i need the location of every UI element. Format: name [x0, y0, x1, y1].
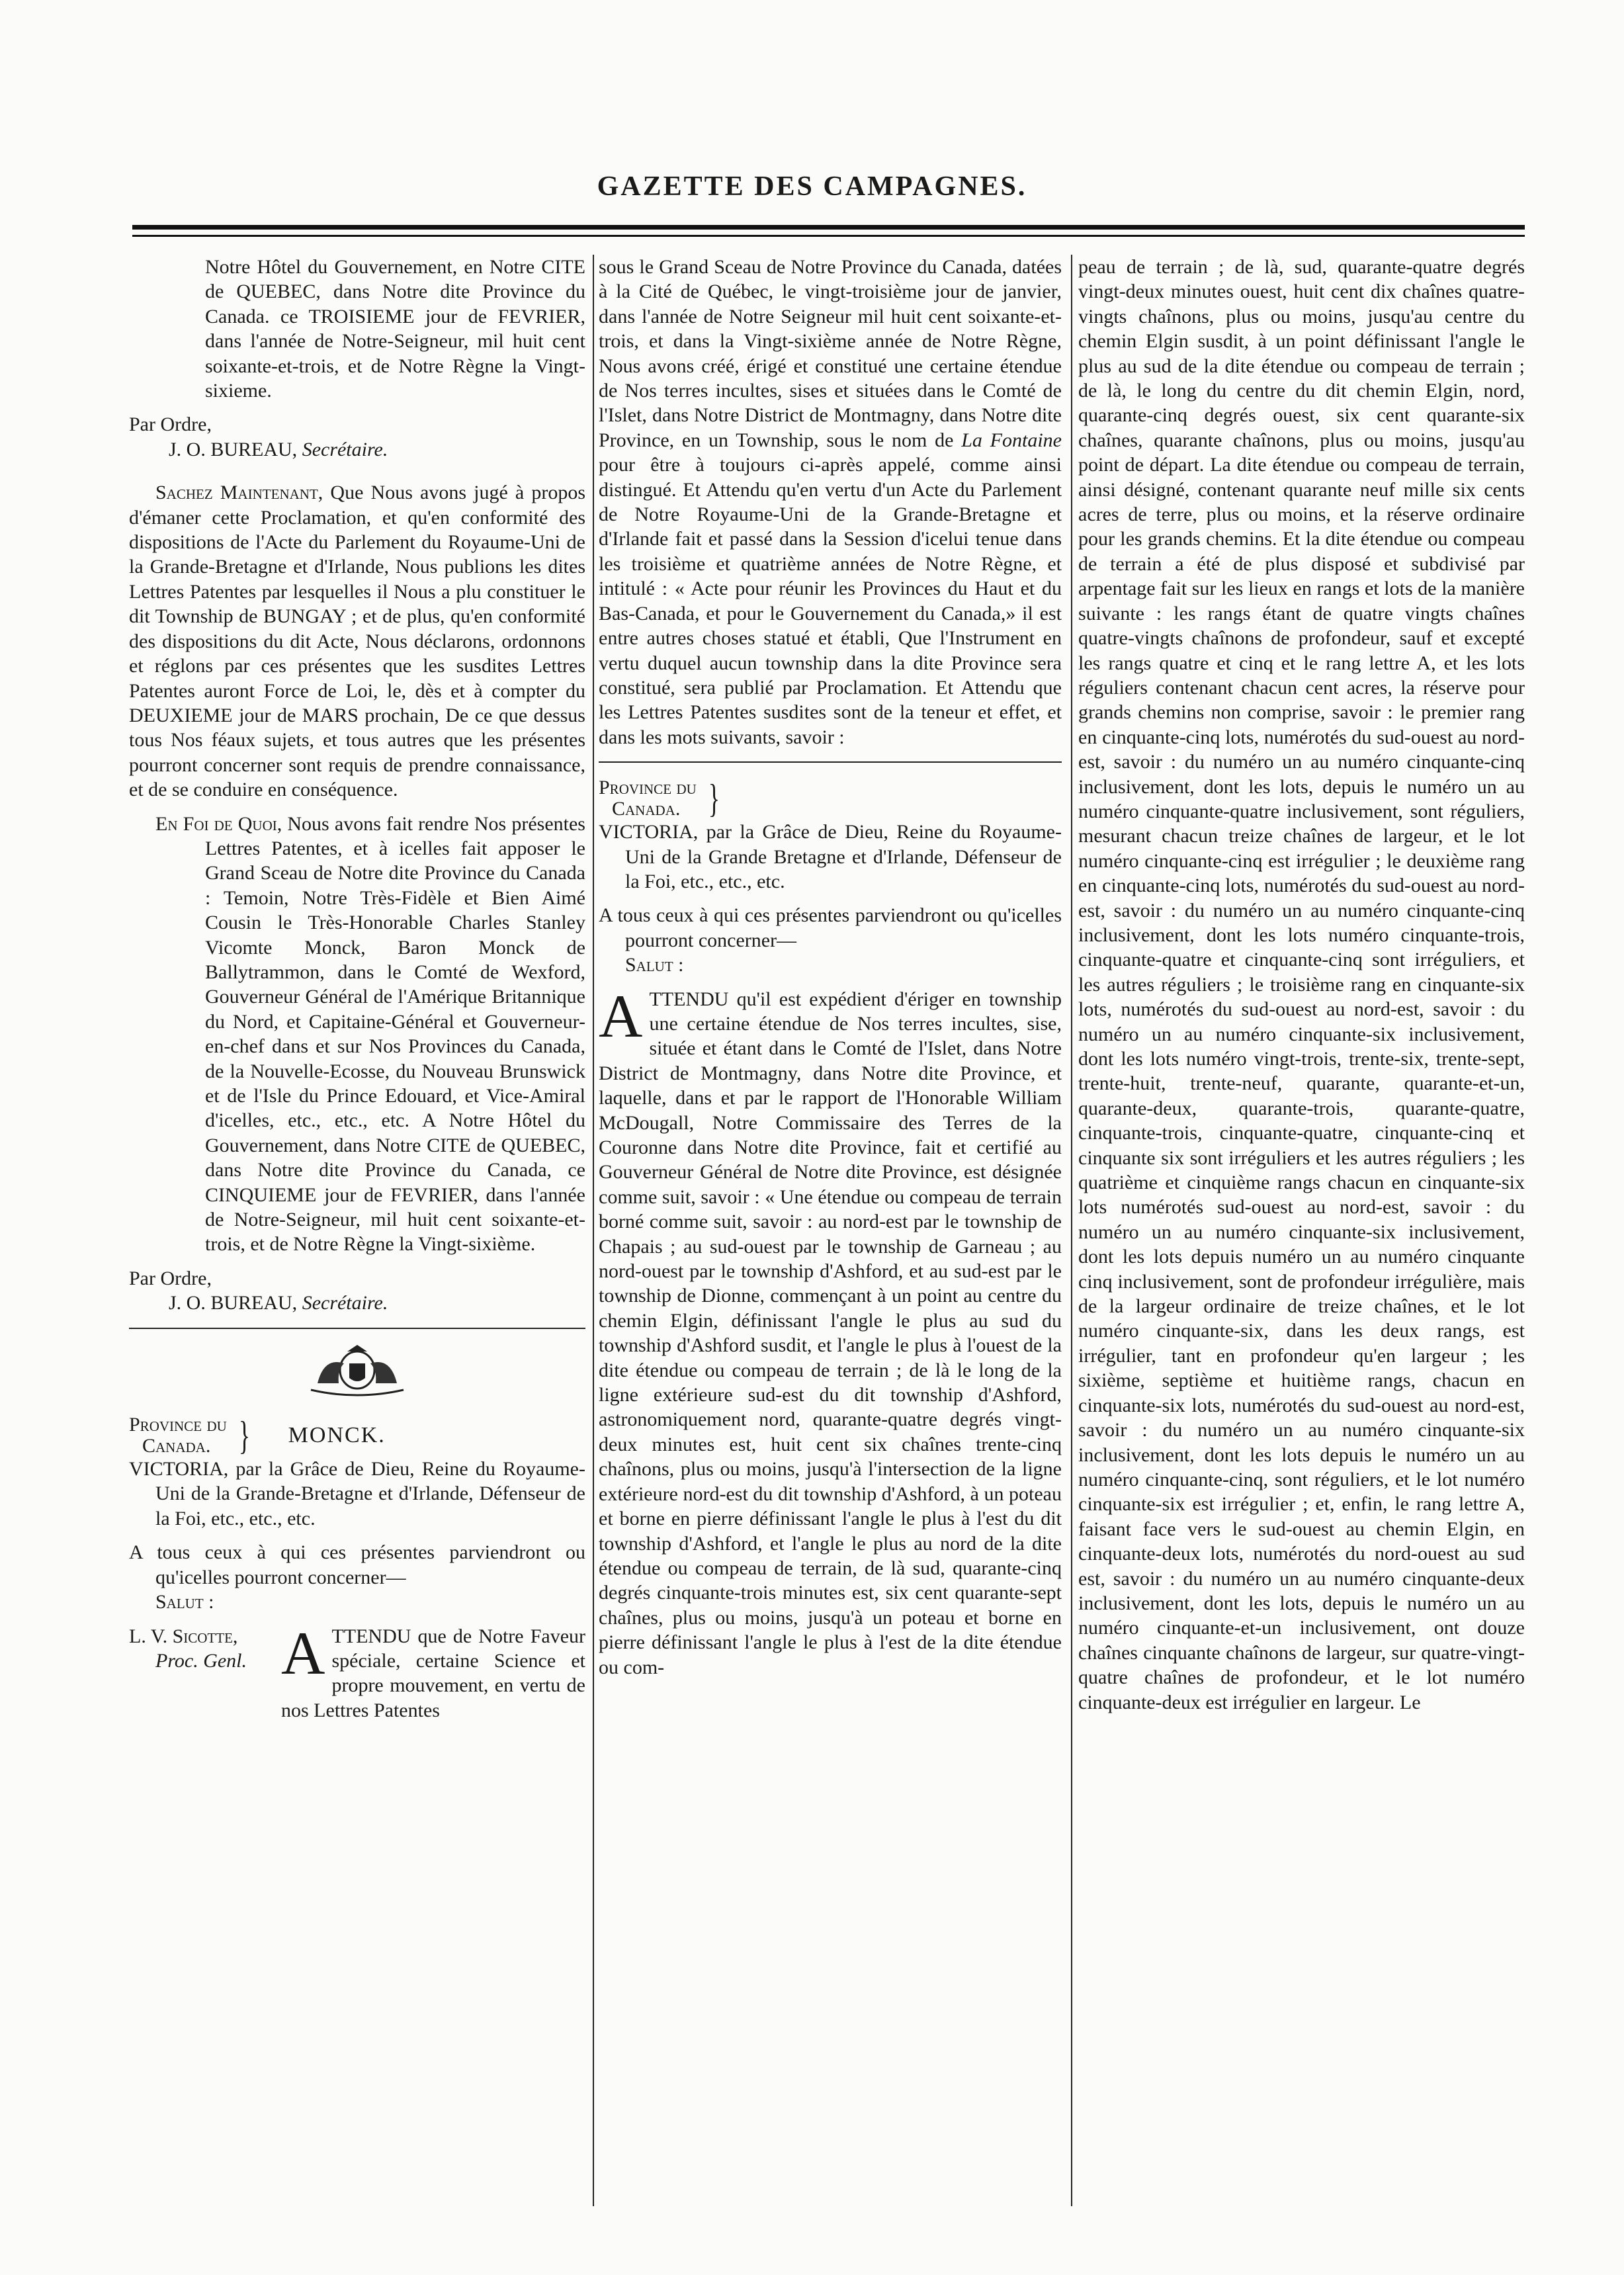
- sachez-lead: Sachez Maintenant,: [155, 482, 323, 504]
- par-ordre-2: Par Ordre,: [129, 1267, 212, 1289]
- column-1: [129, 255, 585, 2272]
- lettres-paragraph: [599, 255, 1062, 750]
- foi-paragraph: [129, 812, 585, 1257]
- province-label-line: Province du: [599, 777, 697, 799]
- province-header: [599, 777, 1062, 820]
- province-label-line: Canada.: [142, 1435, 211, 1457]
- royal-coat-of-arms-icon: [129, 1344, 585, 1402]
- sachez-text: Que Nous avons jugé à propos d'émaner cette Proclamation, et qu'en conformité des dispositions de l'Acte du Parlement du Royaume-Uni de la Grande-Bretagne et d'Irlande, Nous publions les dites Lettres Patentes par lesquelles il Nous a plu constituer le dit Township de BUNGAY ; et de plus, qu'en conformité des dispositions du dit Acte, Nous déclarons, ordonnons et réglons par ces présentes que les susdites Lettres Patentes auront Force de Loi, le, dès et à compter du DEUXIEME jour de MARS prochain, De ce que dessus tous Nos féaux sujets, et tous autres que les présentes pourront concerner sont requis de prendre connaissance, et de se conduire en conséquence.: [129, 482, 585, 801]
- page-title: GAZETTE DES CAMPAGNES.: [597, 171, 1027, 202]
- signature-title: Secrétaire.: [302, 1292, 388, 1314]
- foi-text: Nous avons fait rendre Nos présentes Lettres Patentes, et à icelles fait apposer le Grand Sceau de Notre dite Province du Canada : Temoin, Notre Très-Fidèle et Bien Aimé Cousin le Très-Honorable Charles Stanley Vicomte Monck, Baron Monck de Ballytrammon, dans le Comté de Wexford, Gouverneur Général de l'Amérique Britannique du Nord, et Capitaine-Général et Gouverneur-en-chef dans et sur Nos Provinces du Canada, de la Nouvelle-Ecosse, du Nouveau Brunswick et de l'Isle du Prince Edouard, et Vice-Amiral d'icelles, etc., etc., etc. A Notre Hôtel du Gouvernement, dans Notre CITE de QUEBEC, dans Notre dite Province du Canada, ce CINQUIEME jour de FEVRIER, dans l'année de Notre-Seigneur, mil huit cent soixante-et-trois, et de Notre Règne la Vingt-sixième.: [205, 812, 585, 1256]
- column-divider: [1071, 255, 1072, 2206]
- proclamation-dateline-1: Notre Hôtel du Gouvernement, en Notre CITE de QUEBEC, dans Notre dite Province du Canada. ce TROISIEME jour de FEVRIER, dans l'année de Notre-Seigneur, mil huit cent soixante-et-trois, et de Notre Règne la Vingt-sixieme.: [205, 256, 585, 402]
- header-rule-thick: [132, 225, 1525, 230]
- province-label-line: Canada.: [612, 798, 681, 820]
- column-2: [599, 255, 1062, 2272]
- section-divider: [599, 761, 1062, 763]
- attendu-block: [129, 1619, 585, 1723]
- monck-signature: MONCK.: [288, 1423, 386, 1448]
- province-label-line: Province du: [129, 1414, 227, 1436]
- brace-icon: }: [708, 777, 720, 821]
- survey-description: peau de terrain ; de là, sud, quarante-quatre degrés vingt-deux minutes ouest, huit cent dix chaînes quatre-vingts chaînons, plus ou moins, jusqu'au centre du chemin Elgin susdit, à un point définissant l'angle le plus au sud de la dite étendue ou compeau de terrain ; de là, le long du centre du dit chemin Elgin, nord, quarante-cinq degrés ouest, six cent quarante-six chaînes, quarante chaînons, plus ou moins, jusqu'au point de départ. La dite étendue ou compeau de terrain, ainsi désigné, contenant quarante neuf mille six cents acres de terre, plus ou moins, et la réserve ordinaire pour les grands chemins. Et la dite étendue ou compeau de terrain a été de plus disposé et subdivisé par arpentage fait sur les lieux en rangs et lots de la manière suivante : les rangs étant de quatre vingts chaînes quatre-vingts chaînons de profondeur, sauf et excepté les rangs quatre et cinq et le rang lettre A, et les lots réguliers contenant chacun cent acres, la réserve pour grands chemins non comprise, savoir : le premier rang en cinquante-cinq lots, numérotés du sud-ouest au nord-est, savoir : du numéro un au numéro cinquante-cinq inclusivement, dont les lots, depuis le numéro un au numéro cinquante-quatre inclusivement, sont réguliers, mesurant chacun treize chaînes de largeur, et le lot numéro cinquante-cinq est irrégulier ; le deuxième rang en cinquante-cinq lots, numérotés du sud-ouest au nord-est, savoir : du numéro un au numéro cinquante-cinq inclusivement, dont les lots numéro cinquante-trois, cinquante-quatre et cinquante-cinq sont irréguliers, et les autres réguliers ; le troisième rang en cinquante-six lots, numérotés du sud-ouest au nord-est, savoir : du numéro un au numéro cinquante-six inclusivement, dont les lots numéro vingt-trois, trente-six, trente-sept, trente-huit, trente-neuf, quarante, quarante-et-un, quarante-deux, quarante-trois, quarante-quatre, cinquante-trois, cinquante-quatre, cinquante-cinq et cinquante six sont irréguliers et les autres réguliers ; les quatrième et cinquième rangs chacun en cinquante-six lots numérotés sud-ouest au nord-est, savoir : du numéro un au numéro cinquante-six inclusivement, dont les lots depuis numéro un au numéro cinquante cinq inclusivement, sont de profondeur irrégulière, mais de la largeur ordinaire de treize chaînes, et le lot numéro cinquante-six, dans les deux rangs, est irrégulier, tant en profondeur qu'en largeur ; les sixième, septième et huitième rangs, chacun en cinquante-six lots, numérotés du sud-ouest au nord-est, savoir : du numéro un au numéro cinquante-six inclusivement, dont les lots depuis le numéro un au numéro cinquante-cinq, sont réguliers, et le lot numéro cinquante-six est irrégulier ; et, enfin, le rang lettre A, faisant face vers le sud-ouest au chemin Elgin, en cinquante-deux lots, numérotés du nord-ouest au sud est, savoir : du numéro un au numéro cinquante-deux inclusivement, dont les lots, depuis le numéro un au numéro cinquante-et-un inclusivement, ont douze chaînes cinquante chaînons de largeur, sur quatre-vingt-quatre chaînes de profondeur, et le lot numéro cinquante-deux est irrégulier en largeur. Le: [1078, 256, 1525, 1713]
- lettres-text-continued: pour être à toujours ci-après appelé, comme ainsi distingué. Et Attendu qu'en vertu d'un Acte du Parlement de Notre Royaume-Uni de la Grande-Bretagne et d'Irlande fait et passé dans la Session d'icelui tenue dans les troisième et quatrième années de Notre Règne, et intitulé : « Acte pour réunir les Provinces du Haut et du Bas-Canada, et pour le Gouvernement du Canada,» il est entre autres choses statué et établi, Que l'Instrument en vertu duquel aucun township dans la dite Province sera constitué, sera publié par Proclamation. Et Attendu que les Lettres Patentes susdites sont de la teneur et effet, et dans les mots suivants, savoir :: [599, 454, 1062, 748]
- section-divider: [129, 1328, 585, 1329]
- signature-name: J. O. BUREAU,: [169, 438, 298, 460]
- sicotte-name: L. V. Sicotte,: [129, 1625, 238, 1647]
- par-ordre-1: Par Ordre,: [129, 413, 212, 436]
- attendu-text: TTENDU que de Notre Faveur spéciale, certaine Science et propre mouvement, en vertu de nos Lettres Patentes: [281, 1625, 585, 1721]
- column-divider: [593, 255, 594, 2206]
- signature-1: [129, 437, 585, 462]
- attendu-paragraph: [599, 982, 1062, 1680]
- foi-lead: En Foi de Quoi,: [155, 812, 282, 835]
- salut: Salut :: [625, 954, 684, 976]
- victoria-title: VICTORIA, par la Grâce de Dieu, Reine du Royaume-Uni de la Grande-Bretagne et d'Irlande, Défenseur de la Foi, etc., etc., etc.: [129, 1458, 585, 1529]
- sicotte-attestation: [129, 1624, 281, 1723]
- header-rule-thin: [132, 235, 1525, 237]
- province-header: [129, 1414, 585, 1457]
- victoria-title: VICTORIA, par la Grâce de Dieu, Reine du Royaume-Uni de la Grande Bretagne et d'Irlande, Défenseur de la Foi, etc., etc., etc.: [599, 821, 1062, 892]
- salut: Salut :: [155, 1591, 214, 1613]
- township-name: La Fontaine: [953, 429, 1062, 451]
- lettres-text: sous le Grand Sceau de Notre Province du Canada, datées à la Cité de Québec, le vingt-troisième jour de janvier, dans l'année de Notre Seigneur mil huit cent soixante-et-trois, et dans la Vingt-sixième année de Notre Règne, Nous avons créé, érigé et constitué une certaine étendue de Nos terres incultes, sises et situées dans le Comté de l'Islet, dans Notre District de Montmagny, dans Notre dite Province, en un Township, sous le nom de: [599, 256, 1062, 451]
- signature-2: [129, 1291, 585, 1315]
- signature-name: J. O. BUREAU,: [169, 1292, 298, 1314]
- brace-icon: }: [238, 1414, 250, 1458]
- attendu-text: TTENDU qu'il est expédient d'ériger en township une certaine étendue de Nos terres incultes, sise, située et étant dans le Comté de l'Islet, dans Notre District de Montmagny, dans Notre dite Province, et laquelle, dans et par le rapport de l'Honorable William McDougall, Notre Commissaire des Terres de la Couronne dans Notre dite Province, fait et certifié au Gouverneur Général de Notre dite Province, est désignée comme suit, savoir : « Une étendue ou compeau de terrain borné comme suit, savoir : au nord-est par le township de Chapais ; au sud-ouest par le township de Garneau ; au nord-ouest par le township d'Ashford, et au sud-est par le township de Dionne, commençant à un point au centre du chemin Elgin, définissant l'angle le plus au sud du township d'Ashford susdit, et l'angle le plus à l'ouest de la dite étendue ou compeau de terrain ; de là le long de la ligne extérieure sud-est du dit township d'Ashford, astronomiquement nord, quarante-quatre degrés vingt-deux minutes est, huit cent six chaînes trente-cinq chaînons, plus ou moins, jusqu'à l'intersection de la ligne extérieure nord-est du dit township d'Ashford, à un poteau et borne en pierre définissant l'angle le plus à l'est du dit township d'Ashford, et l'angle le plus au nord de la dite étendue ou compeau de terrain, de là sud, quarante-cinq degrés cinquante-trois minutes est, six cent quarante-sept chaînes, plus ou moins, jusqu'à un poteau et borne en pierre définissant l'angle le plus à l'est de la dite étendue ou com-: [599, 988, 1062, 1678]
- salutation-address: A tous ceux à qui ces présentes parviendront ou qu'icelles pourront concerner—: [599, 904, 1062, 951]
- drop-cap: A: [599, 982, 643, 1050]
- sicotte-title: Proc. Genl.: [155, 1649, 247, 1672]
- province-label: [129, 1414, 227, 1457]
- salutation-address: A tous ceux à qui ces présentes parviendront ou qu'icelles pourront concerner—: [129, 1541, 585, 1588]
- province-label: [599, 777, 697, 820]
- drop-cap: A: [281, 1619, 325, 1687]
- signature-title: Secrétaire.: [302, 438, 388, 460]
- column-3: [1078, 255, 1525, 2272]
- sachez-paragraph: [129, 480, 585, 802]
- attendu-paragraph: [281, 1619, 585, 1723]
